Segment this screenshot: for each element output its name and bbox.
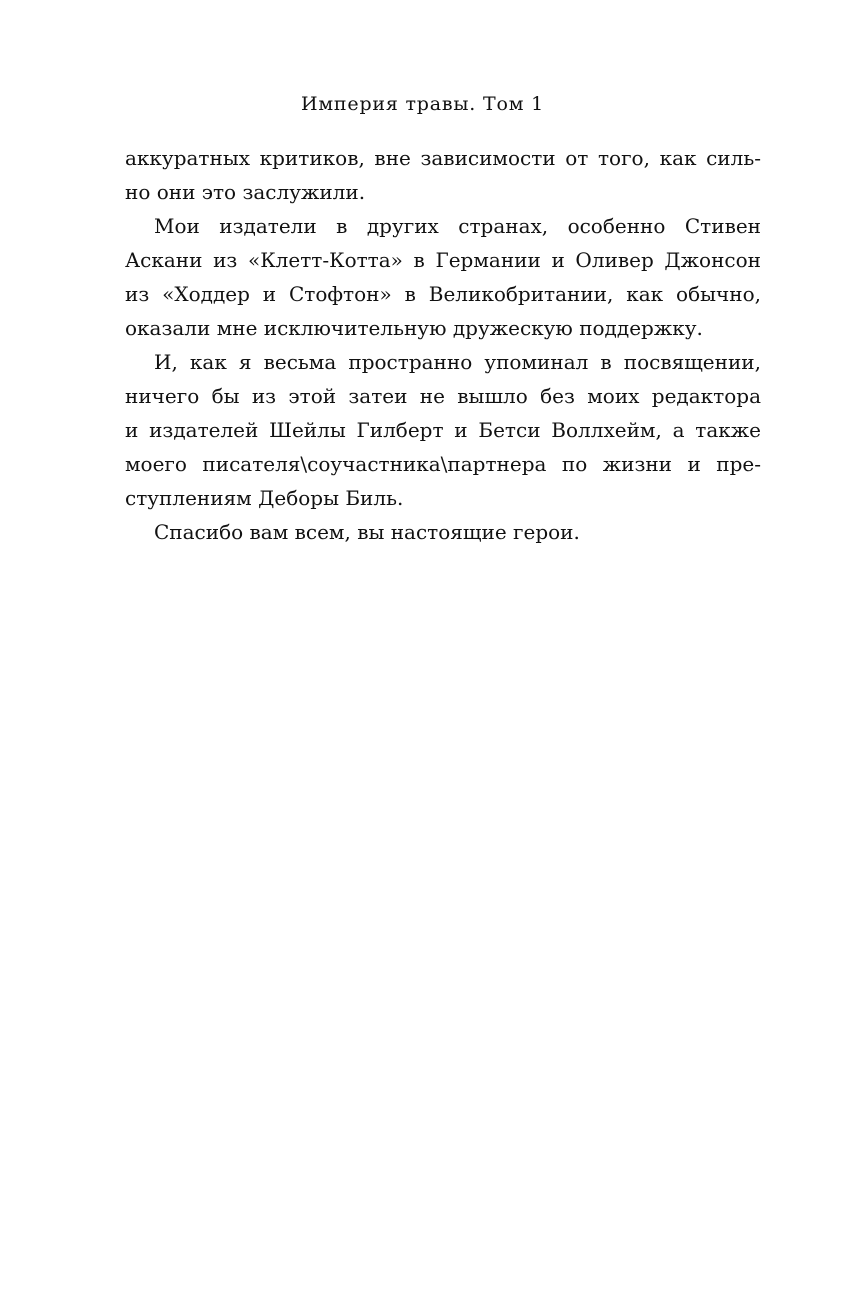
text-line: ничего бы из этой затеи не вышло без моих редактора <box>125 384 761 408</box>
paragraph-2 <box>125 209 761 345</box>
paragraph-3 <box>125 345 761 515</box>
text-line: Спасибо вам всем, вы настоящие герои. <box>154 520 580 544</box>
body-text <box>125 141 761 549</box>
text-line: аккуратных критиков, вне зависимости от того, как силь- <box>125 146 761 170</box>
text-line: моего писателя\соучастника\партнера по жизни и пре- <box>125 452 761 476</box>
text-line: И, как я весьма пространно упоминал в посвящении, <box>154 350 761 374</box>
paragraph-1 <box>125 141 761 209</box>
text-line: из «Ходдер и Стофтон» в Великобритании, как обычно, <box>125 282 761 306</box>
text-line: но они это заслужили. <box>125 180 366 204</box>
text-line: и издателей Шейлы Гилберт и Бетси Воллхейм, а также <box>125 418 761 442</box>
text-line: оказали мне исключительную дружескую поддержку. <box>125 316 703 340</box>
paragraph-4 <box>125 515 761 549</box>
text-line: Мои издатели в других странах, особенно Стивен <box>154 214 761 238</box>
text-line: ступлениям Деборы Биль. <box>125 486 404 510</box>
running-header: Империя травы. Том 1 <box>300 93 545 115</box>
text-line: Аскани из «Клетт-Котта» в Германии и Оливер Джонсон <box>125 248 761 272</box>
